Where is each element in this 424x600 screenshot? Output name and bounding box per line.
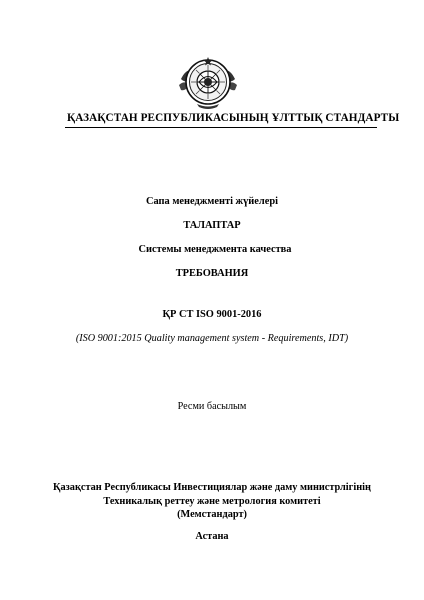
header-underline bbox=[65, 127, 377, 128]
standard-designation: ҚР СТ ISO 9001-2016 bbox=[162, 309, 262, 320]
standard-country-title: ҚАЗАҚСТАН РЕСПУБЛИКАСЫНЫҢ ҰЛТТЫҚ СТАНДАРТЫ bbox=[67, 112, 400, 124]
title-ru-system: Системы менеджмента качества bbox=[138, 244, 292, 255]
publisher-committee: Техникалық реттеу және метрология комитеті bbox=[103, 496, 321, 507]
title-kz-requirements: ТАЛАПТАР bbox=[183, 220, 241, 231]
official-edition-label: Ресми басылым bbox=[177, 401, 247, 412]
publication-city: Астана bbox=[195, 531, 229, 542]
title-kz-system: Сапа менеджменті жүйелері bbox=[146, 196, 278, 207]
publisher-ministry: Қазақстан Республикасы Инвестициялар және даму министрлігінің bbox=[53, 482, 371, 493]
iso-reference: (ISO 9001:2015 Quality management system - Requirements, IDT) bbox=[75, 333, 349, 344]
kazakhstan-state-emblem-icon bbox=[175, 49, 241, 115]
publisher-short-name: (Мемстандарт) bbox=[177, 509, 247, 520]
title-ru-requirements: ТРЕБОВАНИЯ bbox=[175, 268, 249, 279]
